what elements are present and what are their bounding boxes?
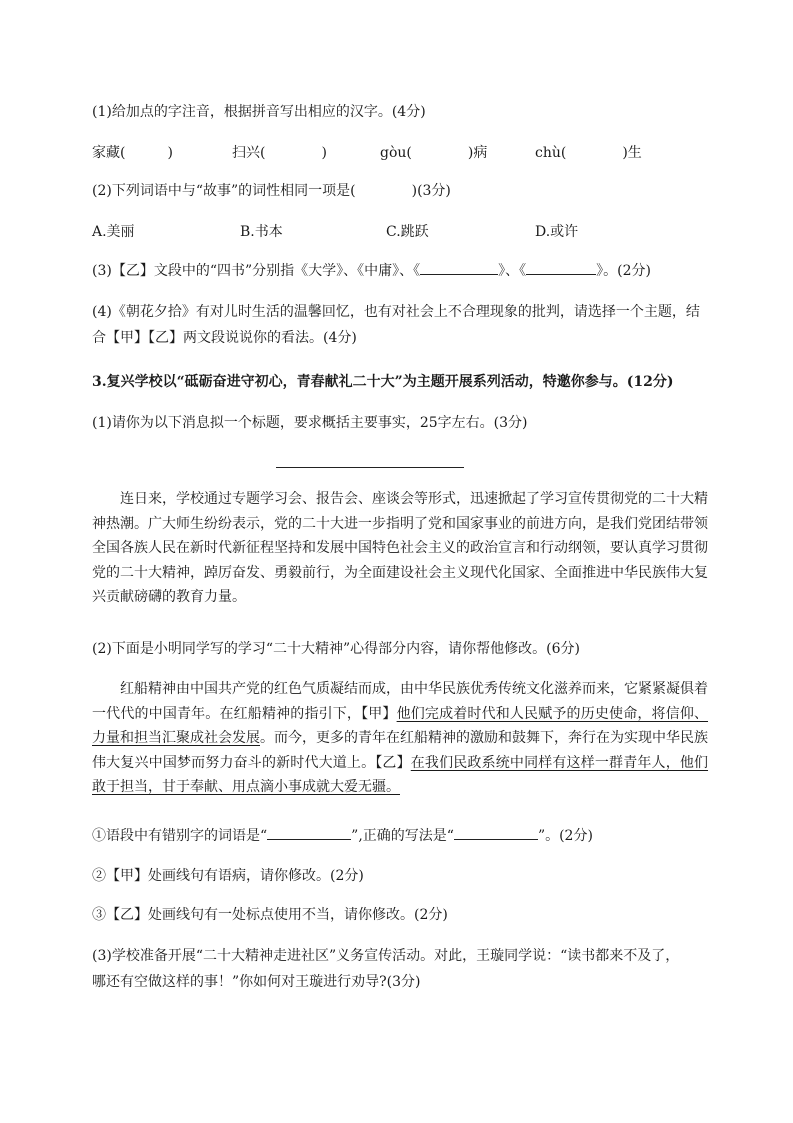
answer-blank[interactable] [267,825,351,840]
q3-s2: ②【甲】处画线句有语病，请你修改。(2分) [92,868,364,884]
q2-item4-line1: (4)《朝花夕拾》有对儿时生活的温馨回忆，也有对社会上不合理现象的批判，请选择一个主题，结 [92,304,700,320]
essay-paragraph [92,677,708,800]
q3-title: 3.复兴学校以“砥砺奋进守初心，青春献礼二十大”为主题开展系列活动，特邀你参与。(12分) [92,374,674,390]
q3-sub3-line2: 哪还有空做这样的事！”你如何对王璇进行劝导?(3分) [92,974,421,990]
option-a: A.美丽 [92,224,135,240]
answer-blank[interactable] [454,825,538,840]
answer-blank[interactable] [420,260,498,275]
item3-post: 》。(2分) [596,263,651,279]
item3-pre: (3)【乙】文段中的“四书”分别指《大学》、《中庸》、《 [92,263,421,279]
item3-mid: 》、《 [498,263,527,279]
fill-b: 扫兴( ) [232,145,327,161]
q2-item4-line2: 合【甲】【乙】两文段说说你的看法。(4分) [92,330,357,346]
mark-yi: 【乙】 [375,754,411,771]
option-b: B.书本 [240,224,283,240]
underlined-sentence-yi: 在我们民政系统中同样有这样一群青年人，他们敢于担当，甘于奉献、用点滴小事成就大爱无疆。 [92,754,709,795]
answer-blank[interactable] [526,260,596,275]
q2-item3 [92,260,651,282]
s1-mid: ”,正确的写法是“ [351,828,454,844]
underlined-sentence-jia: 他们完成着时代和人民赋予的历史使命，将信仰、力量和担当汇聚成社会发展 [92,705,709,746]
q3-s1 [92,825,593,847]
s1-post: ”。(2分) [537,828,593,844]
essay-part-a: 红船精神由中国共产党的红色气质凝结而成，由中华民族优秀传统文化滋养而来，它紧紧凝俱着一代代的中国青年。在红船精神的指引下， [92,681,708,722]
q2-item1: (1)给加点的字注音，根据拼音写出相应的汉字。(4分) [92,104,426,120]
q3-sub2: (2)下面是小明同学写的学习“二十大精神”心得部分内容，请你帮他修改。(6分) [92,641,580,657]
q3-sub3-line1: (3)学校准备开展“二十大精神走进社区”义务宣传活动。对此，王璇同学说：“读书都来不及了， [92,948,680,964]
q3-sub1: (1)请你为以下消息拟一个标题，要求概括主要事实，25字左右。(3分) [92,415,528,431]
essay-part-b: 。而今，更多的青年在红船精神的激励和鼓舞下，奔行在为实现中华民族伟大复兴中国梦而努力奋斗的新时代大道上。 [92,730,708,771]
q3-s3: ③【乙】处画线句有一处标点使用不当，请你修改。(2分) [92,907,448,923]
fill-c: gòu( )病 [380,145,488,161]
fill-a: 家藏( ) [92,145,173,161]
news-paragraph: 连日来，学校通过专题学习会、报告会、座谈会等形式，迅速掀起了学习宣传贯彻党的二十大精神热潮。广大师生纷纷表示，党的二十大进一步指明了党和国家事业的前进方向，是我们党团结带领全国各族人民在新时代新征程坚持和发展中国特色社会主义的政治宣言和行动纲领，要认真学习贯彻党的二十大精神，踔厉奋发、勇毅前行，为全面建设社会主义现代化国家、全面推进中华民族伟大复兴贡献磅礴的教育力量。 [92,491,708,605]
mark-jia: 【甲】 [361,705,397,722]
option-d: D.或许 [535,224,579,240]
q2-item2: (2)下列词语中与“故事”的词性相同一项是( )(3分) [92,183,451,199]
fill-d: chù( )生 [535,145,642,161]
option-c: C.跳跃 [386,224,429,240]
title-answer-line[interactable] [276,467,464,468]
s1-pre: ①语段中有错别字的词语是“ [92,828,268,844]
